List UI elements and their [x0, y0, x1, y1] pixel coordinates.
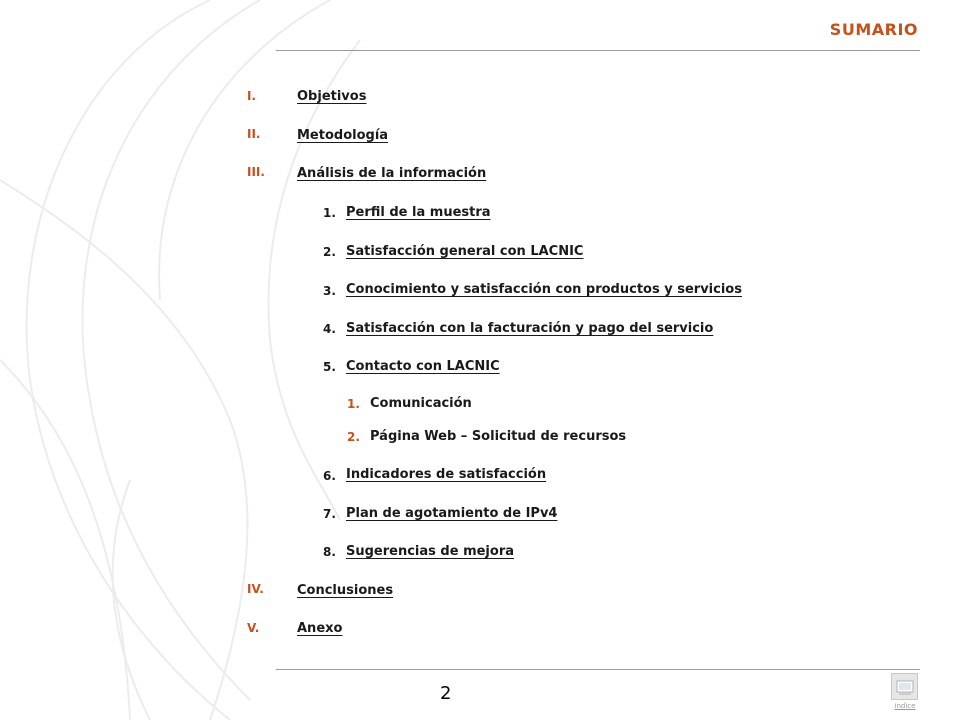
toc-subnumber: 3. — [323, 284, 336, 298]
toc-subsubnumber: 1. — [347, 397, 360, 411]
indice-label: índice — [894, 702, 916, 710]
toc-subnumber: 6. — [323, 469, 336, 483]
toc-subsubnumber: 2. — [347, 430, 360, 444]
toc-numeral: I. — [247, 89, 257, 103]
slide-title: SUMARIO — [829, 20, 918, 39]
indice-button[interactable] — [891, 673, 919, 713]
toc-item-pagina-web: Página Web – Solicitud de recursos — [370, 429, 627, 444]
toc-link-conocimiento-productos[interactable]: Conocimiento y satisfacción con productos y servicios — [346, 282, 742, 297]
toc-numeral: III. — [247, 165, 265, 179]
toc-link-analisis[interactable]: Análisis de la información — [297, 166, 487, 181]
toc-numeral: V. — [247, 621, 260, 635]
toc-subnumber: 5. — [323, 360, 336, 374]
toc-link-conclusiones[interactable]: Conclusiones — [297, 583, 394, 598]
toc-link-anexo[interactable]: Anexo — [297, 621, 343, 636]
page-number: 2 — [440, 683, 452, 704]
toc-numeral: IV. — [247, 582, 264, 596]
indice-icon — [891, 673, 918, 700]
toc-link-metodologia[interactable]: Metodología — [297, 128, 389, 143]
toc-link-perfil-muestra[interactable]: Perfil de la muestra — [346, 205, 491, 220]
toc-item-comunicacion: Comunicación — [370, 396, 472, 411]
toc-subnumber: 1. — [323, 206, 336, 220]
toc-link-facturacion-pago[interactable]: Satisfacción con la facturación y pago del servicio — [346, 321, 714, 336]
toc-link-plan-ipv4[interactable]: Plan de agotamiento de IPv4 — [346, 506, 558, 521]
top-divider — [276, 50, 920, 51]
toc-link-contacto-lacnic[interactable]: Contacto con LACNIC — [346, 359, 500, 374]
toc-link-objetivos[interactable]: Objetivos — [297, 89, 367, 104]
toc-link-satisfaccion-general[interactable]: Satisfacción general con LACNIC — [346, 244, 584, 259]
toc-subnumber: 8. — [323, 545, 336, 559]
toc-numeral: II. — [247, 127, 261, 141]
background-swirl-graphic — [0, 0, 400, 720]
toc-subnumber: 2. — [323, 245, 336, 259]
toc-link-sugerencias[interactable]: Sugerencias de mejora — [346, 544, 515, 559]
toc-subnumber: 7. — [323, 507, 336, 521]
toc-subnumber: 4. — [323, 322, 336, 336]
toc-link-indicadores[interactable]: Indicadores de satisfacción — [346, 467, 547, 482]
bottom-divider — [276, 669, 920, 670]
